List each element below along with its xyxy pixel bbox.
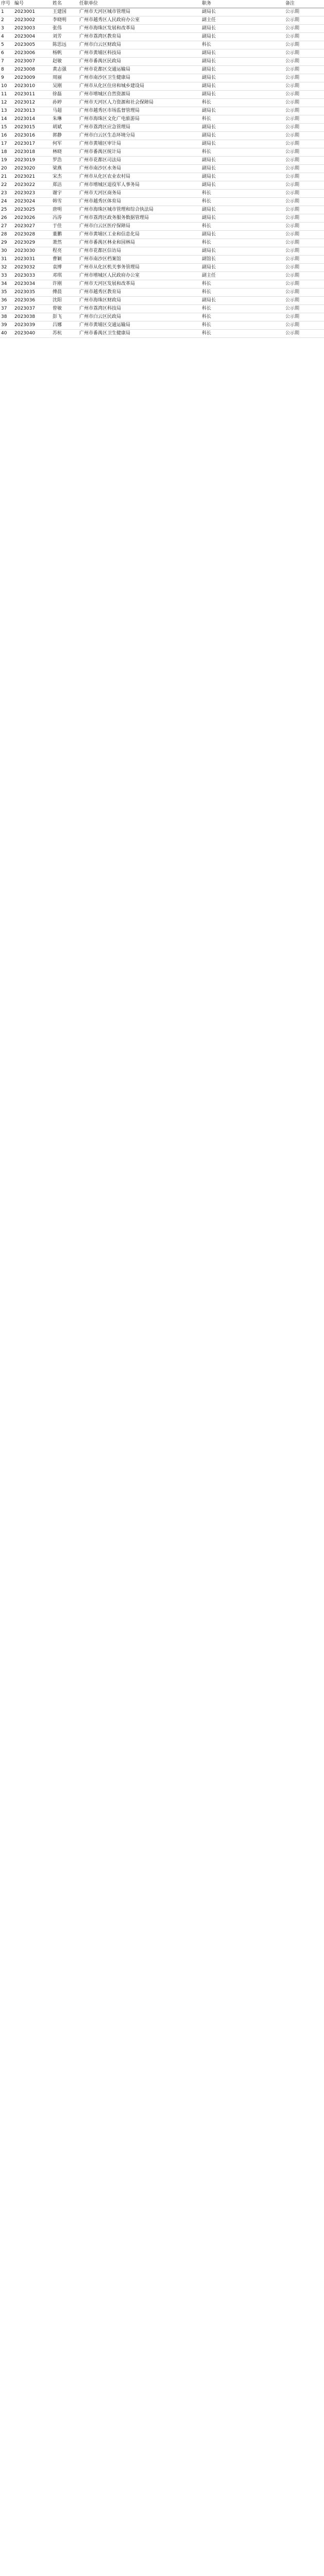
cell-remark: 公示期	[284, 330, 324, 338]
cell-remark: 公示期	[284, 16, 324, 25]
table-row	[0, 49, 324, 58]
cell-name: 杨帆	[52, 49, 78, 58]
cell-unit: 广州市荔湾区应急管理局	[78, 124, 201, 132]
header-remark: 备注	[284, 0, 324, 8]
cell-remark: 公示期	[284, 256, 324, 264]
cell-id: 2023028	[13, 231, 52, 239]
cell-post: 副局长	[201, 58, 284, 66]
cell-index: 15	[0, 124, 13, 132]
cell-index: 22	[0, 181, 13, 190]
cell-unit: 广州市海珠区发展和改革局	[78, 25, 201, 33]
cell-unit: 广州市天河区商务局	[78, 190, 201, 198]
cell-remark: 公示期	[284, 272, 324, 280]
cell-name: 陈思远	[52, 41, 78, 49]
cell-unit: 广州市花都区信访局	[78, 247, 201, 256]
cell-post: 科长	[201, 313, 284, 321]
cell-name: 胡斌	[52, 124, 78, 132]
cell-index: 10	[0, 82, 13, 91]
table-row	[0, 58, 324, 66]
table-row	[0, 157, 324, 165]
cell-id: 2023023	[13, 190, 52, 198]
cell-post: 副局长	[201, 25, 284, 33]
cell-name: 曾敏	[52, 305, 78, 313]
cell-unit: 广州市黄埔区工业和信息化局	[78, 231, 201, 239]
cell-post: 副局长	[201, 206, 284, 214]
cell-remark: 公示期	[284, 305, 324, 313]
cell-id: 2023002	[13, 16, 52, 25]
cell-unit: 广州市荔湾区科技局	[78, 305, 201, 313]
cell-post: 副局长	[201, 247, 284, 256]
cell-name: 韩雪	[52, 198, 78, 206]
cell-id: 2023018	[13, 148, 52, 157]
cell-index: 33	[0, 272, 13, 280]
cell-remark: 公示期	[284, 58, 324, 66]
cell-post: 科长	[201, 321, 284, 330]
cell-index: 31	[0, 256, 13, 264]
cell-unit: 广州市增城区退役军人事务局	[78, 181, 201, 190]
cell-post: 副局长	[201, 140, 284, 148]
cell-post: 副局长	[201, 264, 284, 272]
cell-remark: 公示期	[284, 247, 324, 256]
table-row	[0, 132, 324, 140]
cell-name: 苏杭	[52, 330, 78, 338]
cell-post: 副局长	[201, 231, 284, 239]
table-row	[0, 107, 324, 115]
cell-unit: 广州市荔湾区教育局	[78, 33, 201, 41]
cell-id: 2023020	[13, 165, 52, 173]
cell-post: 副局长	[201, 297, 284, 305]
table-row	[0, 239, 324, 247]
cell-name: 许刚	[52, 280, 78, 289]
cell-id: 2023015	[13, 124, 52, 132]
cell-post: 副馆长	[201, 256, 284, 264]
cell-index: 11	[0, 91, 13, 99]
cell-name: 黄志强	[52, 66, 78, 74]
cell-index: 18	[0, 148, 13, 157]
cell-post: 科长	[201, 41, 284, 49]
cell-index: 17	[0, 140, 13, 148]
table-row	[0, 8, 324, 16]
cell-unit: 广州市增城区人民政府办公室	[78, 272, 201, 280]
cell-unit: 广州市海珠区财政局	[78, 297, 201, 305]
cell-index: 21	[0, 173, 13, 181]
cell-index: 19	[0, 157, 13, 165]
cell-id: 2023027	[13, 223, 52, 231]
cell-post: 副主任	[201, 16, 284, 25]
cell-index: 20	[0, 165, 13, 173]
table-row	[0, 289, 324, 297]
cell-name: 于佳	[52, 223, 78, 231]
cell-unit: 广州市越秀区体育局	[78, 198, 201, 206]
cell-index: 7	[0, 58, 13, 66]
cell-name: 傅晨	[52, 289, 78, 297]
cell-id: 2023036	[13, 297, 52, 305]
cell-unit: 广州市番禺区民政局	[78, 58, 201, 66]
cell-id: 2023003	[13, 25, 52, 33]
cell-post: 副局长	[201, 49, 284, 58]
header-name: 姓名	[52, 0, 78, 8]
table-row	[0, 305, 324, 313]
cell-index: 8	[0, 66, 13, 74]
cell-index: 28	[0, 231, 13, 239]
cell-post: 科长	[201, 198, 284, 206]
cell-name: 程亮	[52, 247, 78, 256]
cell-post: 副局长	[201, 124, 284, 132]
cell-post: 科长	[201, 190, 284, 198]
cell-unit: 广州市南沙区水务局	[78, 165, 201, 173]
cell-post: 副局长	[201, 8, 284, 16]
cell-post: 科长	[201, 330, 284, 338]
cell-id: 2023007	[13, 58, 52, 66]
cell-index: 32	[0, 264, 13, 272]
cell-index: 35	[0, 289, 13, 297]
cell-id: 2023017	[13, 140, 52, 148]
cell-index: 4	[0, 33, 13, 41]
cell-id: 2023025	[13, 206, 52, 214]
cell-index: 1	[0, 8, 13, 16]
cell-unit: 广州市黄埔区科技局	[78, 49, 201, 58]
table-row	[0, 82, 324, 91]
table-row	[0, 272, 324, 280]
cell-id: 2023024	[13, 198, 52, 206]
cell-remark: 公示期	[284, 91, 324, 99]
cell-remark: 公示期	[284, 173, 324, 181]
cell-unit: 广州市黄埔区审计局	[78, 140, 201, 148]
cell-index: 2	[0, 16, 13, 25]
cell-index: 39	[0, 321, 13, 330]
cell-id: 2023032	[13, 264, 52, 272]
table-row	[0, 223, 324, 231]
cell-unit: 广州市南沙区档案馆	[78, 256, 201, 264]
cell-index: 25	[0, 206, 13, 214]
cell-unit: 广州市番禺区统计局	[78, 148, 201, 157]
cell-unit: 广州市番禺区卫生健康局	[78, 330, 201, 338]
cell-remark: 公示期	[284, 280, 324, 289]
table-row	[0, 41, 324, 49]
cell-remark: 公示期	[284, 124, 324, 132]
cell-remark: 公示期	[284, 74, 324, 82]
cell-name: 谢宇	[52, 190, 78, 198]
cell-remark: 公示期	[284, 214, 324, 223]
cell-name: 萧然	[52, 239, 78, 247]
cell-post: 科长	[201, 99, 284, 107]
cell-post: 副局长	[201, 74, 284, 82]
cell-id: 2023035	[13, 289, 52, 297]
cell-id: 2023040	[13, 330, 52, 338]
table-row	[0, 256, 324, 264]
cell-unit: 广州市黄埔区交通运输局	[78, 321, 201, 330]
table-body	[0, 8, 324, 338]
cell-unit: 广州市白云区生态环境分局	[78, 132, 201, 140]
cell-id: 2023005	[13, 41, 52, 49]
table-header	[0, 0, 324, 8]
cell-id: 2023021	[13, 173, 52, 181]
header-unit: 任职单位	[78, 0, 201, 8]
cell-unit: 广州市海珠区城市管理和综合执法局	[78, 206, 201, 214]
cell-post: 副局长	[201, 214, 284, 223]
table-row	[0, 214, 324, 223]
cell-name: 刘芳	[52, 33, 78, 41]
cell-name: 周丽	[52, 74, 78, 82]
cell-post: 副局长	[201, 33, 284, 41]
table-row	[0, 181, 324, 190]
cell-name: 王建国	[52, 8, 78, 16]
cell-id: 2023009	[13, 74, 52, 82]
cell-unit: 广州市越秀区市场监督管理局	[78, 107, 201, 115]
cell-post: 副局长	[201, 82, 284, 91]
cell-name: 李晓明	[52, 16, 78, 25]
cell-name: 马超	[52, 107, 78, 115]
table-row	[0, 140, 324, 148]
cell-name: 赵敏	[52, 58, 78, 66]
cell-unit: 广州市从化区住房和城乡建设局	[78, 82, 201, 91]
cell-remark: 公示期	[284, 231, 324, 239]
header-index: 序号	[0, 0, 13, 8]
cell-unit: 广州市白云区民政局	[78, 313, 201, 321]
cell-remark: 公示期	[284, 33, 324, 41]
cell-index: 23	[0, 190, 13, 198]
cell-unit: 广州市白云区财政局	[78, 41, 201, 49]
cell-name: 朱琳	[52, 115, 78, 124]
cell-post: 副局长	[201, 173, 284, 181]
table-row	[0, 16, 324, 25]
cell-id: 2023019	[13, 157, 52, 165]
cell-name: 郭静	[52, 132, 78, 140]
cell-unit: 广州市南沙区卫生健康局	[78, 74, 201, 82]
cell-remark: 公示期	[284, 206, 324, 214]
cell-post: 科长	[201, 280, 284, 289]
cell-unit: 广州市越秀区人民政府办公室	[78, 16, 201, 25]
cell-unit: 广州市增城区自然资源局	[78, 91, 201, 99]
cell-remark: 公示期	[284, 41, 324, 49]
cell-remark: 公示期	[284, 8, 324, 16]
cell-index: 13	[0, 107, 13, 115]
table-row	[0, 165, 324, 173]
cell-remark: 公示期	[284, 321, 324, 330]
cell-index: 38	[0, 313, 13, 321]
table-row	[0, 330, 324, 338]
cell-post: 副局长	[201, 157, 284, 165]
header-id: 编号	[13, 0, 52, 8]
cell-index: 6	[0, 49, 13, 58]
cell-name: 林晓	[52, 148, 78, 157]
table-row	[0, 206, 324, 214]
cell-name: 唐明	[52, 206, 78, 214]
table-row	[0, 124, 324, 132]
cell-post: 副主任	[201, 272, 284, 280]
roster-table	[0, 0, 324, 338]
cell-remark: 公示期	[284, 66, 324, 74]
cell-name: 冯涛	[52, 214, 78, 223]
cell-post: 科长	[201, 239, 284, 247]
cell-name: 孙婷	[52, 99, 78, 107]
cell-index: 36	[0, 297, 13, 305]
cell-id: 2023038	[13, 313, 52, 321]
cell-name: 吴刚	[52, 82, 78, 91]
cell-unit: 广州市番禺区林业和园林局	[78, 239, 201, 247]
cell-unit: 广州市花都区司法局	[78, 157, 201, 165]
cell-remark: 公示期	[284, 132, 324, 140]
header-row	[0, 0, 324, 8]
cell-unit: 广州市荔湾区政务服务数据管理局	[78, 214, 201, 223]
cell-name: 张伟	[52, 25, 78, 33]
cell-id: 2023033	[13, 272, 52, 280]
header-post: 职务	[201, 0, 284, 8]
cell-post: 副局长	[201, 165, 284, 173]
cell-id: 2023012	[13, 99, 52, 107]
cell-index: 9	[0, 74, 13, 82]
table-row	[0, 173, 324, 181]
cell-remark: 公示期	[284, 165, 324, 173]
table-row	[0, 280, 324, 289]
cell-index: 14	[0, 115, 13, 124]
cell-remark: 公示期	[284, 99, 324, 107]
cell-post: 科长	[201, 115, 284, 124]
cell-remark: 公示期	[284, 115, 324, 124]
cell-name: 罗浩	[52, 157, 78, 165]
cell-id: 2023004	[13, 33, 52, 41]
cell-id: 2023039	[13, 321, 52, 330]
cell-unit: 广州市天河区人力资源和社会保障局	[78, 99, 201, 107]
cell-post: 副局长	[201, 107, 284, 115]
cell-index: 16	[0, 132, 13, 140]
table-row	[0, 198, 324, 206]
cell-id: 2023010	[13, 82, 52, 91]
cell-unit: 广州市海珠区文化广电旅游局	[78, 115, 201, 124]
table-row	[0, 247, 324, 256]
cell-index: 30	[0, 247, 13, 256]
cell-remark: 公示期	[284, 239, 324, 247]
cell-name: 徐磊	[52, 91, 78, 99]
table-row	[0, 148, 324, 157]
table-row	[0, 33, 324, 41]
cell-id: 2023026	[13, 214, 52, 223]
table-row	[0, 190, 324, 198]
cell-unit: 广州市花都区交通运输局	[78, 66, 201, 74]
cell-remark: 公示期	[284, 190, 324, 198]
cell-post: 副局长	[201, 66, 284, 74]
cell-index: 3	[0, 25, 13, 33]
table-row	[0, 99, 324, 107]
cell-unit: 广州市越秀区教育局	[78, 289, 201, 297]
table-row	[0, 115, 324, 124]
cell-name: 吕娜	[52, 321, 78, 330]
cell-post: 科长	[201, 223, 284, 231]
cell-remark: 公示期	[284, 148, 324, 157]
cell-name: 沈阳	[52, 297, 78, 305]
cell-remark: 公示期	[284, 313, 324, 321]
cell-remark: 公示期	[284, 82, 324, 91]
cell-post: 科长	[201, 305, 284, 313]
cell-id: 2023029	[13, 239, 52, 247]
cell-unit: 广州市从化区机关事务管理局	[78, 264, 201, 272]
table-row	[0, 66, 324, 74]
cell-remark: 公示期	[284, 181, 324, 190]
cell-id: 2023008	[13, 66, 52, 74]
cell-name: 郑洁	[52, 181, 78, 190]
cell-name: 袁博	[52, 264, 78, 272]
table-row	[0, 297, 324, 305]
cell-name: 曹颖	[52, 256, 78, 264]
cell-index: 37	[0, 305, 13, 313]
cell-index: 12	[0, 99, 13, 107]
table-row	[0, 231, 324, 239]
cell-name: 何军	[52, 140, 78, 148]
cell-remark: 公示期	[284, 49, 324, 58]
cell-index: 40	[0, 330, 13, 338]
cell-remark: 公示期	[284, 223, 324, 231]
cell-index: 5	[0, 41, 13, 49]
cell-id: 2023022	[13, 181, 52, 190]
cell-unit: 广州市天河区发展和改革局	[78, 280, 201, 289]
cell-unit: 广州市天河区城市管理局	[78, 8, 201, 16]
cell-remark: 公示期	[284, 289, 324, 297]
cell-name: 宋杰	[52, 173, 78, 181]
cell-index: 24	[0, 198, 13, 206]
cell-post: 科长	[201, 289, 284, 297]
cell-id: 2023001	[13, 8, 52, 16]
cell-unit: 广州市白云区医疗保障局	[78, 223, 201, 231]
cell-remark: 公示期	[284, 140, 324, 148]
cell-id: 2023034	[13, 280, 52, 289]
cell-remark: 公示期	[284, 297, 324, 305]
cell-name: 邓琪	[52, 272, 78, 280]
cell-name: 梁燕	[52, 165, 78, 173]
table-row	[0, 74, 324, 82]
cell-id: 2023014	[13, 115, 52, 124]
cell-remark: 公示期	[284, 264, 324, 272]
table-row	[0, 313, 324, 321]
cell-id: 2023006	[13, 49, 52, 58]
cell-name: 董鹏	[52, 231, 78, 239]
cell-remark: 公示期	[284, 198, 324, 206]
cell-remark: 公示期	[284, 25, 324, 33]
cell-remark: 公示期	[284, 157, 324, 165]
cell-index: 26	[0, 214, 13, 223]
cell-remark: 公示期	[284, 107, 324, 115]
cell-index: 29	[0, 239, 13, 247]
cell-unit: 广州市从化区农业农村局	[78, 173, 201, 181]
cell-id: 2023011	[13, 91, 52, 99]
cell-post: 副局长	[201, 91, 284, 99]
cell-post: 副局长	[201, 132, 284, 140]
cell-id: 2023037	[13, 305, 52, 313]
table-row	[0, 264, 324, 272]
cell-post: 副局长	[201, 181, 284, 190]
table-row	[0, 25, 324, 33]
cell-id: 2023031	[13, 256, 52, 264]
cell-index: 27	[0, 223, 13, 231]
table-row	[0, 91, 324, 99]
cell-index: 34	[0, 280, 13, 289]
cell-post: 科长	[201, 148, 284, 157]
cell-id: 2023030	[13, 247, 52, 256]
cell-name: 彭飞	[52, 313, 78, 321]
table-row	[0, 321, 324, 330]
cell-id: 2023013	[13, 107, 52, 115]
cell-id: 2023016	[13, 132, 52, 140]
